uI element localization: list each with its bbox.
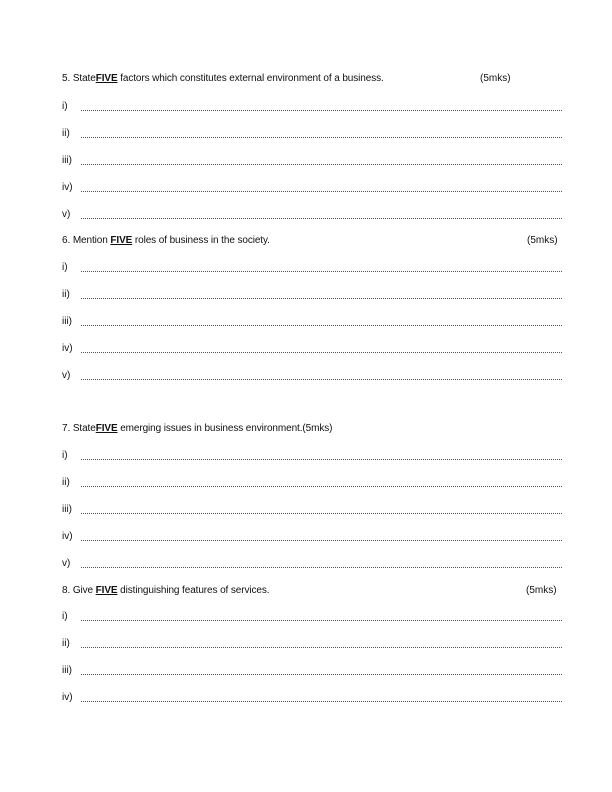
answer-label: iii)	[62, 504, 72, 515]
question-5-prompt	[62, 73, 384, 85]
answer-label: v)	[62, 209, 71, 220]
dotted-answer-line[interactable]	[81, 298, 562, 299]
question-text-pre: Mention	[72, 235, 111, 246]
answer-line[interactable]	[62, 531, 562, 543]
answer-line[interactable]	[62, 182, 562, 194]
answer-label: ii)	[62, 289, 70, 300]
dotted-answer-line[interactable]	[81, 701, 562, 702]
question-number: 6.	[62, 235, 71, 246]
answer-label: v)	[62, 370, 71, 381]
answer-line[interactable]	[62, 209, 562, 221]
answer-line[interactable]	[62, 101, 562, 113]
question-keyword: FIVE	[95, 73, 118, 84]
question-keyword: FIVE	[95, 585, 118, 596]
answer-line[interactable]	[62, 638, 562, 650]
question-number: 5.	[62, 73, 71, 84]
question-keyword: FIVE	[95, 423, 118, 434]
answer-line[interactable]	[62, 450, 562, 462]
answer-line[interactable]	[62, 665, 562, 677]
answer-line[interactable]	[62, 316, 562, 328]
answer-label: iv)	[62, 182, 73, 193]
question-text-post: roles of business in the society.	[132, 235, 270, 246]
answer-label: iv)	[62, 692, 73, 703]
answer-line[interactable]	[62, 370, 562, 382]
answer-label: ii)	[62, 477, 70, 488]
dotted-answer-line[interactable]	[81, 620, 562, 621]
dotted-answer-line[interactable]	[81, 164, 562, 165]
dotted-answer-line[interactable]	[81, 191, 562, 192]
answer-label: iv)	[62, 343, 73, 354]
question-text-post: distinguishing features of services.	[117, 585, 270, 596]
question-text-post: emerging issues in business environment.(5mks)	[117, 423, 333, 434]
question-6-prompt	[62, 235, 270, 247]
answer-line[interactable]	[62, 289, 562, 301]
answer-line[interactable]	[62, 692, 562, 704]
answer-label: iii)	[62, 316, 72, 327]
dotted-answer-line[interactable]	[81, 218, 562, 219]
dotted-answer-line[interactable]	[81, 567, 562, 568]
answer-label: i)	[62, 262, 68, 273]
question-number: 8.	[62, 585, 71, 596]
question-5-marks: (5mks)	[480, 73, 511, 84]
question-text-pre: Give	[72, 585, 96, 596]
answer-line[interactable]	[62, 343, 562, 355]
dotted-answer-line[interactable]	[81, 110, 562, 111]
dotted-answer-line[interactable]	[81, 486, 562, 487]
answer-line[interactable]	[62, 477, 562, 489]
answer-line[interactable]	[62, 262, 562, 274]
question-number: 7.	[62, 423, 71, 434]
question-6-marks: (5mks)	[527, 235, 558, 246]
answer-label: iii)	[62, 665, 72, 676]
answer-label: i)	[62, 101, 68, 112]
dotted-answer-line[interactable]	[81, 540, 562, 541]
answer-label: v)	[62, 558, 71, 569]
answer-line[interactable]	[62, 611, 562, 623]
answer-line[interactable]	[62, 128, 562, 140]
question-8-prompt	[62, 585, 269, 597]
question-text-post: factors which constitutes external environment of a business.	[117, 73, 384, 84]
question-8-marks: (5mks)	[526, 585, 557, 596]
dotted-answer-line[interactable]	[81, 379, 562, 380]
answer-label: iii)	[62, 155, 72, 166]
dotted-answer-line[interactable]	[81, 459, 562, 460]
dotted-answer-line[interactable]	[81, 352, 562, 353]
answer-label: i)	[62, 611, 68, 622]
answer-line[interactable]	[62, 504, 562, 516]
answer-label: i)	[62, 450, 68, 461]
answer-label: iv)	[62, 531, 73, 542]
question-text-pre: State	[72, 73, 96, 84]
dotted-answer-line[interactable]	[81, 513, 562, 514]
question-7-prompt	[62, 423, 332, 435]
answer-line[interactable]	[62, 155, 562, 167]
dotted-answer-line[interactable]	[81, 647, 562, 648]
question-text-pre: State	[72, 423, 96, 434]
dotted-answer-line[interactable]	[81, 325, 562, 326]
dotted-answer-line[interactable]	[81, 674, 562, 675]
dotted-answer-line[interactable]	[81, 271, 562, 272]
answer-label: ii)	[62, 128, 70, 139]
answer-line[interactable]	[62, 558, 562, 570]
question-keyword: FIVE	[110, 235, 133, 246]
dotted-answer-line[interactable]	[81, 137, 562, 138]
answer-label: ii)	[62, 638, 70, 649]
